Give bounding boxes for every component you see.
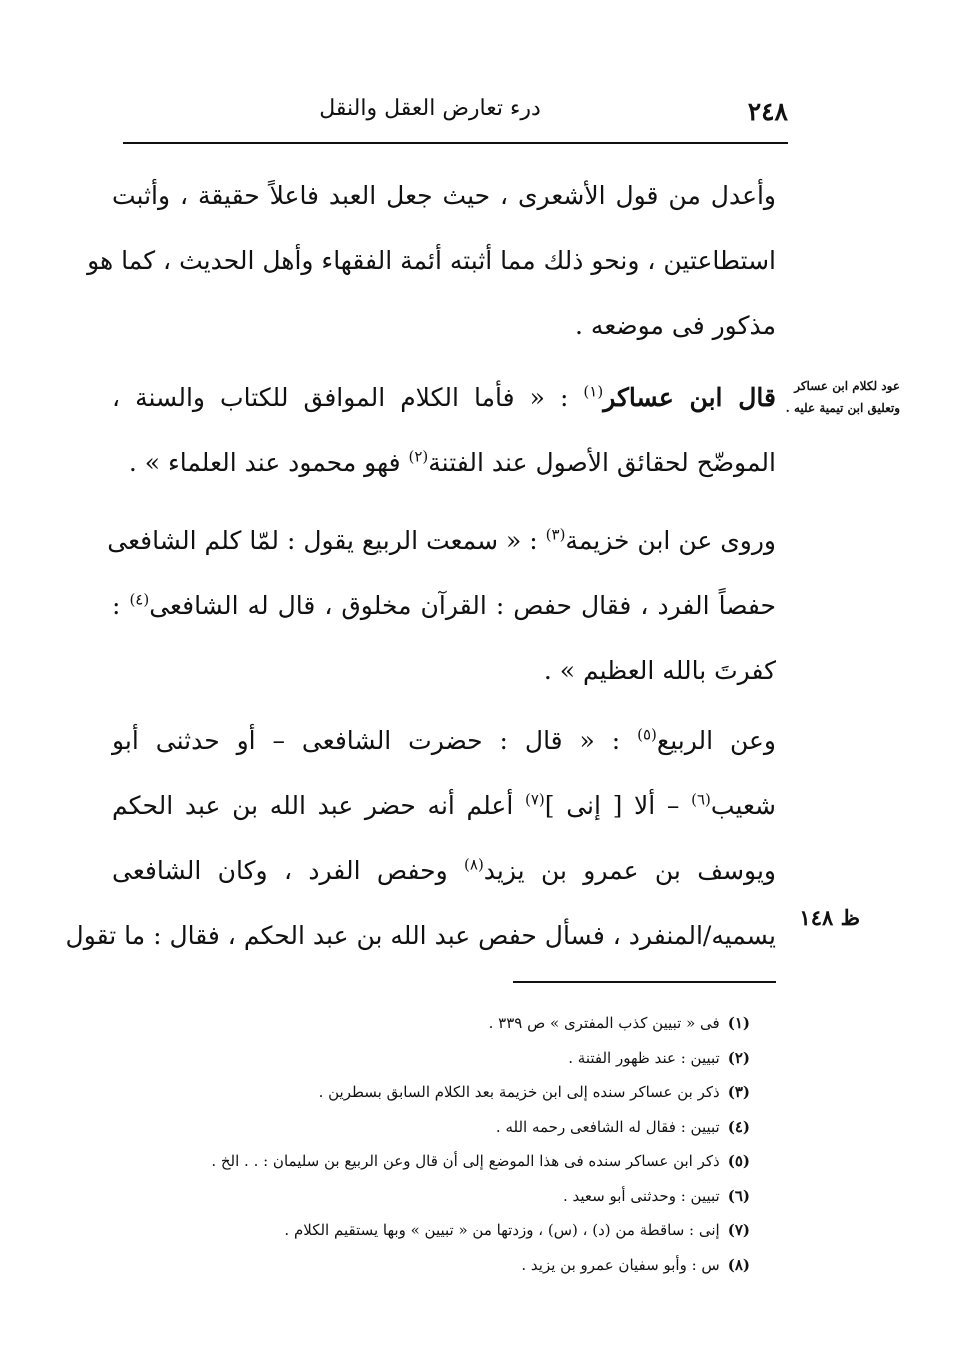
footnote-ref: (١) — [583, 382, 604, 401]
speaker-name: قال ابن عساكر — [603, 383, 776, 412]
footnote-text: تبيين : وحدثنى أبو سعيد . — [562, 1186, 720, 1205]
text-segment: الموضّح لحقائق الأصول عند الفتنة — [428, 448, 776, 477]
footnote-separator — [513, 981, 776, 983]
footnote-ref: (٦) — [691, 790, 711, 809]
text-line: وأعدل من قول الأشعرى ، حيث جعل العبد فاعلاً حقيقة ، وأثبت — [112, 181, 776, 210]
footnote — [100, 1008, 750, 1043]
footnote-ref: (٥) — [637, 725, 657, 744]
footnote — [100, 1250, 750, 1285]
text-line — [112, 365, 776, 430]
text-line — [112, 708, 776, 773]
footnote-ref: (٧) — [524, 790, 545, 809]
footnote-ref: (٨) — [464, 855, 484, 874]
paragraph-3 — [107, 508, 777, 703]
text-segment: حفصاً الفرد ، فقال حفص : القرآن مخلوق ، قال له الشافعى — [149, 591, 777, 620]
footnote-number: (٣) — [727, 1083, 750, 1101]
text-line — [112, 430, 776, 495]
paragraph-4 — [65, 708, 776, 968]
footnote-ref: (٣) — [545, 525, 566, 544]
text-segment: فهو محمود عند العلماء » . — [128, 448, 409, 477]
text-line — [112, 573, 776, 638]
footnote-number: (٢) — [727, 1048, 750, 1067]
text-segment: وروى عن ابن خزيمة — [565, 526, 776, 555]
footnote — [100, 1146, 750, 1181]
footnote — [100, 1181, 750, 1216]
footnote-text: إنى : ساقطة من (د) ، (س) ، وزدتها من « تبيين » وبها يستقيم الكلام . — [284, 1221, 720, 1239]
footnote-ref: (٢) — [408, 447, 429, 466]
paragraph-2 — [112, 365, 776, 495]
header-rule — [123, 142, 788, 144]
footnote-ref: (٤) — [129, 590, 150, 609]
text-line — [107, 508, 776, 573]
footnote-text: تبيين : فقال له الشافعى رحمه الله . — [495, 1117, 720, 1136]
text-line: يسميه/المنفرد ، فسأل حفص عبد الله بن عبد الحكم ، فقال : ما تقول — [65, 921, 776, 950]
text-segment: شعيب — [710, 791, 776, 820]
margin-note-line: وتعليق ابن تيمية عليه . — [785, 401, 900, 415]
margin-note — [760, 375, 900, 419]
footnote-text: س : وأبو سفيان عمرو بن يزيد . — [521, 1255, 720, 1274]
footnote-number: (٧) — [727, 1221, 750, 1239]
text-segment: – ألا [ إنى ] — [544, 791, 692, 820]
footnote — [100, 1043, 750, 1078]
footnote-number: (٥) — [727, 1152, 750, 1170]
footnote-number: (٤) — [727, 1117, 750, 1136]
footnote-text: فى « تبيين كذب المفترى » ص ٣٣٩ . — [488, 1014, 720, 1032]
text-segment: أعلم أنه حضر عبد الله بن عبد الحكم — [112, 791, 525, 820]
text-segment: وحفص الفرد ، وكان الشافعى — [112, 856, 465, 885]
page-number: ٢٤٨ — [747, 97, 788, 126]
text-segment: وعن الربيع — [656, 726, 776, 755]
paragraph-1 — [87, 163, 776, 358]
text-segment: ويوسف بن عمرو بن يزيد — [483, 856, 776, 885]
footnote — [100, 1112, 750, 1147]
text-line — [112, 838, 776, 903]
footnote-number: (٨) — [727, 1255, 750, 1274]
running-title: درء تعارض العقل والنقل — [319, 96, 541, 121]
text-segment: : « فأما الكلام الموافق للكتاب والسنة ، — [112, 383, 584, 412]
footnotes — [100, 1008, 750, 1284]
footnote-number: (١) — [727, 1014, 750, 1032]
text-line: كفرتَ بالله العظيم » . — [543, 656, 776, 685]
footnote-text: ذكر بن عساكر سنده إلى ابن خزيمة بعد الكلام السابق بسطرين . — [318, 1083, 720, 1101]
text-segment: : — [112, 591, 130, 620]
manuscript-folio-marker: ظ ١٤٨ — [799, 905, 860, 930]
footnote — [100, 1215, 750, 1250]
margin-note-line: عود لكلام ابن عساكر — [794, 379, 900, 393]
footnote-text: تبيين : عند ظهور الفتنة . — [568, 1048, 720, 1067]
text-line: مذكور فى موضعه . — [575, 311, 776, 340]
text-line — [112, 773, 776, 838]
text-segment: : « سمعت الربيع يقول : لمّا كلم الشافعى — [107, 526, 546, 555]
footnote-number: (٦) — [727, 1186, 750, 1205]
text-segment: : « قال : حضرت الشافعى – أو حدثنى أبو — [112, 726, 638, 755]
footnote-text: ذكر ابن عساكر سنده فى هذا الموضع إلى أن قال وعن الربيع بن سليمان : . . الخ . — [211, 1152, 720, 1170]
footnote — [100, 1077, 750, 1112]
text-line: استطاعتين ، ونحو ذلك مما أثبته أئمة الفقهاء وأهل الحديث ، كما هو — [87, 246, 776, 275]
